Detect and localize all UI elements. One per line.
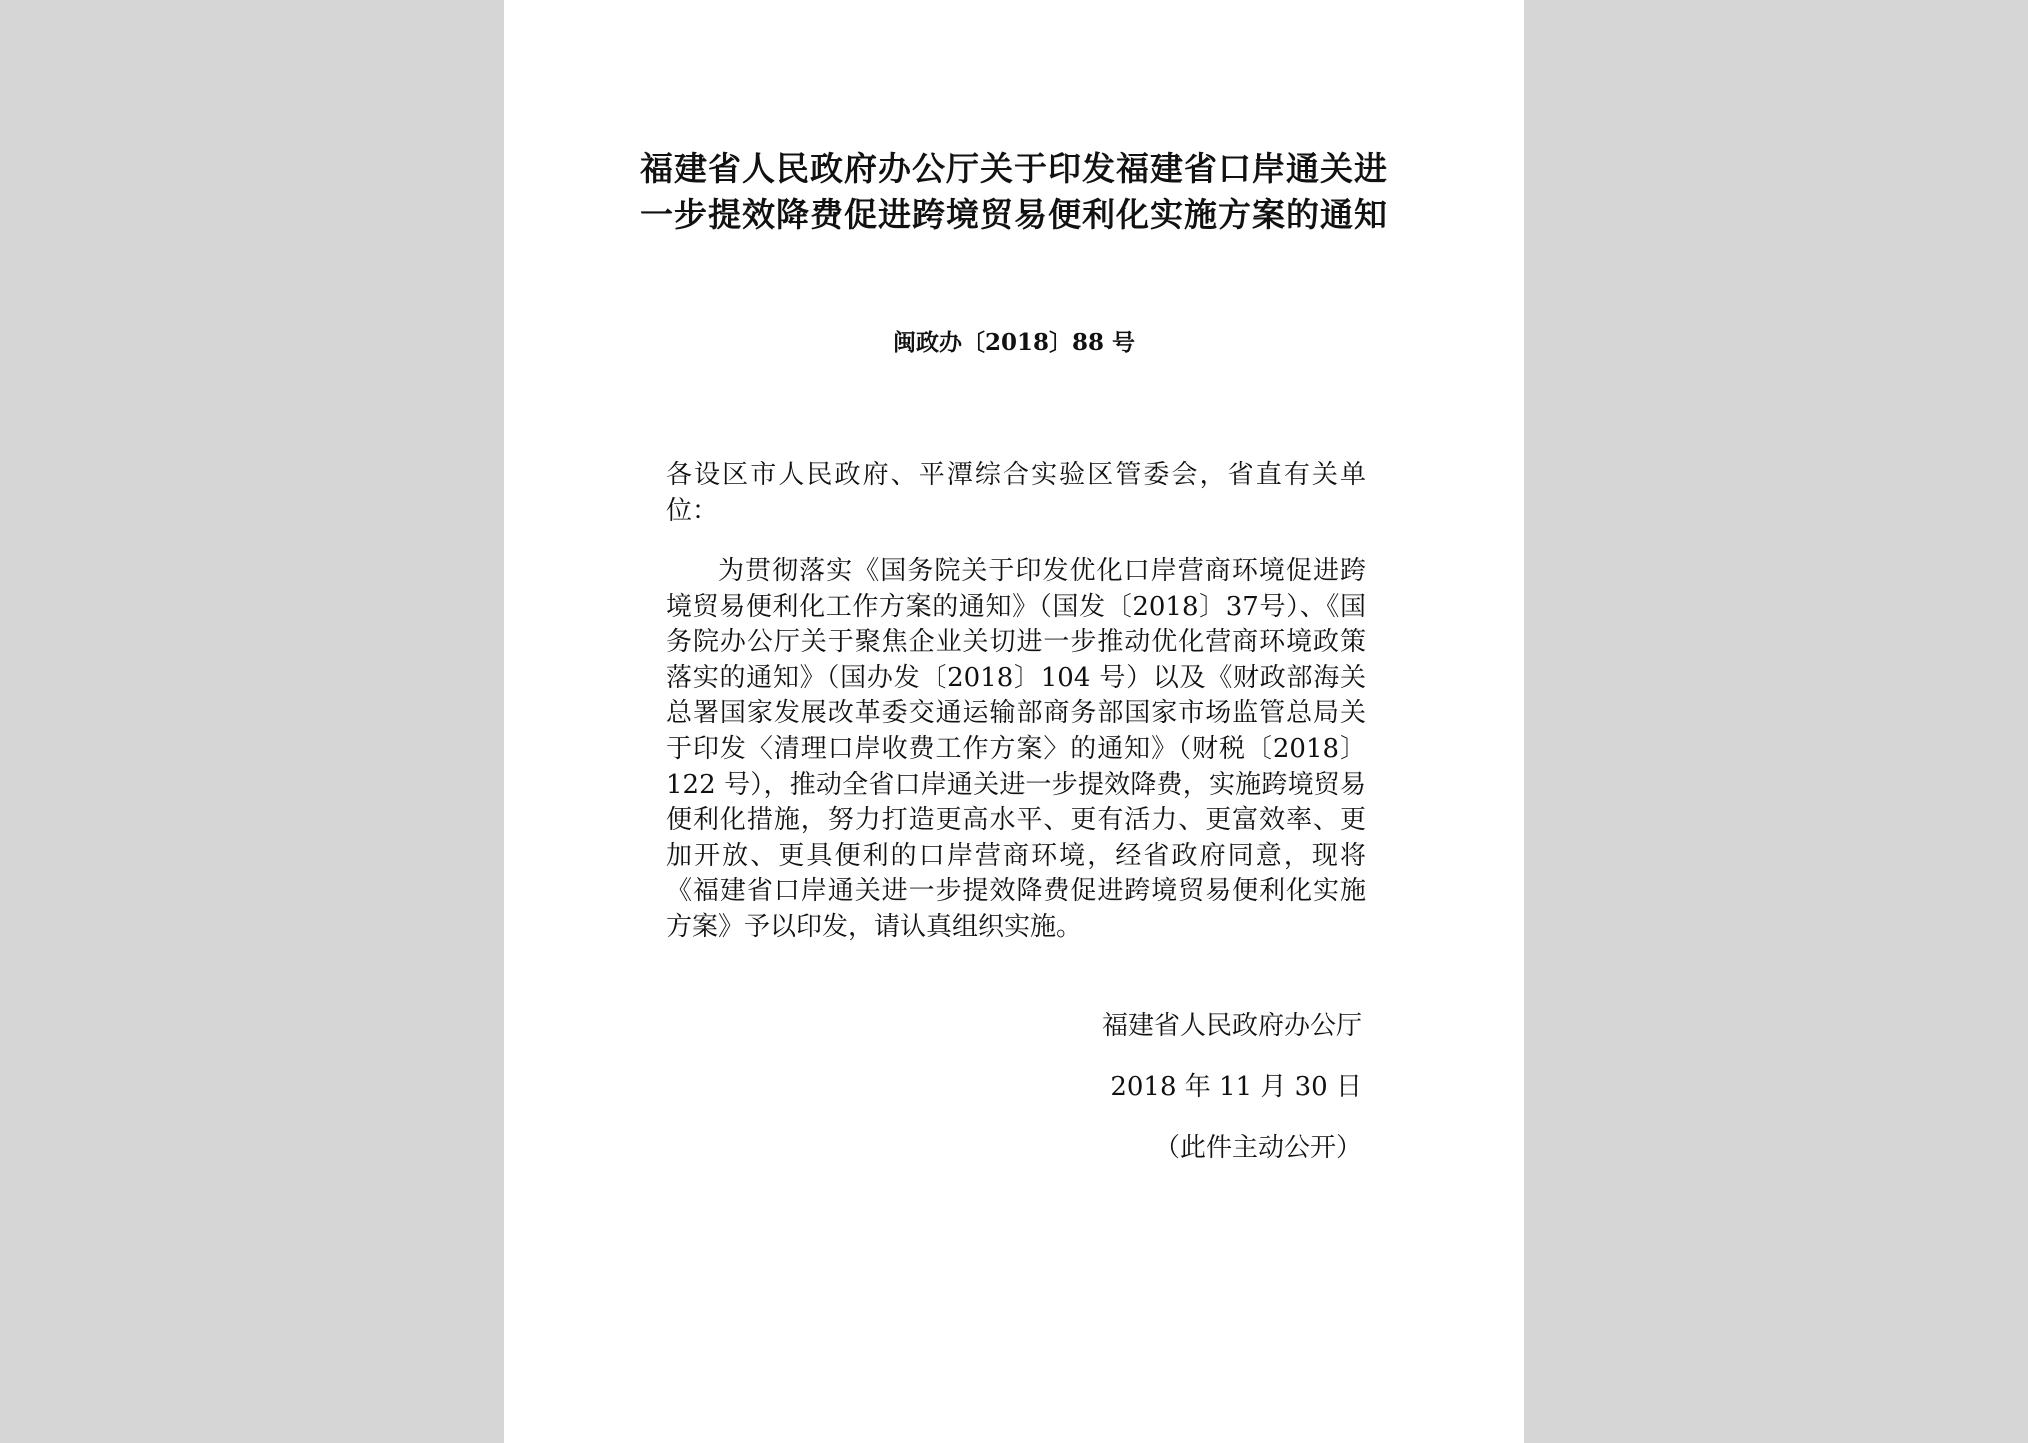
title-line-1: 福建省人民政府办公厅关于印发福建省口岸通关进 bbox=[640, 149, 1388, 188]
document-title bbox=[504, 146, 1524, 238]
document-number: 闽政办〔2018〕88 号 bbox=[892, 329, 1136, 356]
addressee: 各设区市人民政府、平潭综合实验区管委会，省直有关单位： bbox=[666, 460, 1366, 526]
issue-date: 2018 年 11 月 30 日 bbox=[1110, 1072, 1362, 1102]
issuer-signature: 福建省人民政府办公厅 bbox=[1101, 1011, 1362, 1041]
disclosure-note: （此件主动公开） bbox=[1153, 1133, 1362, 1163]
body-paragraph: 为贯彻落实《国务院关于印发优化口岸营商环境促进跨境贸易便利化工作方案的通知》（国发〔2018〕37号）、《国务院办公厅关于聚焦企业关切进一步推动优化营商环境政策落实的通知》（国办发〔2018〕104 号）以及《财政部海关总署国家发展改革委交通运输部商务部国家市场监管总局关于印发〈清理口岸收费工作方案〉的通知》（财税〔2018〕122 号），推动全省口岸通关进一步提效降费，实施跨境贸易便利化措施，努力打造更高水平、更有活力、更富效率、更加开放、更具便利的口岸营商环境，经省政府同意，现将《福建省口岸通关进一步提效降费促进跨境贸易便利化实施方案》予以印发，请认真组织实施。 bbox=[666, 556, 1366, 942]
title-line-2: 一步提效降费促进跨境贸易便利化实施方案的通知 bbox=[640, 195, 1388, 234]
document-page bbox=[504, 0, 1524, 1443]
